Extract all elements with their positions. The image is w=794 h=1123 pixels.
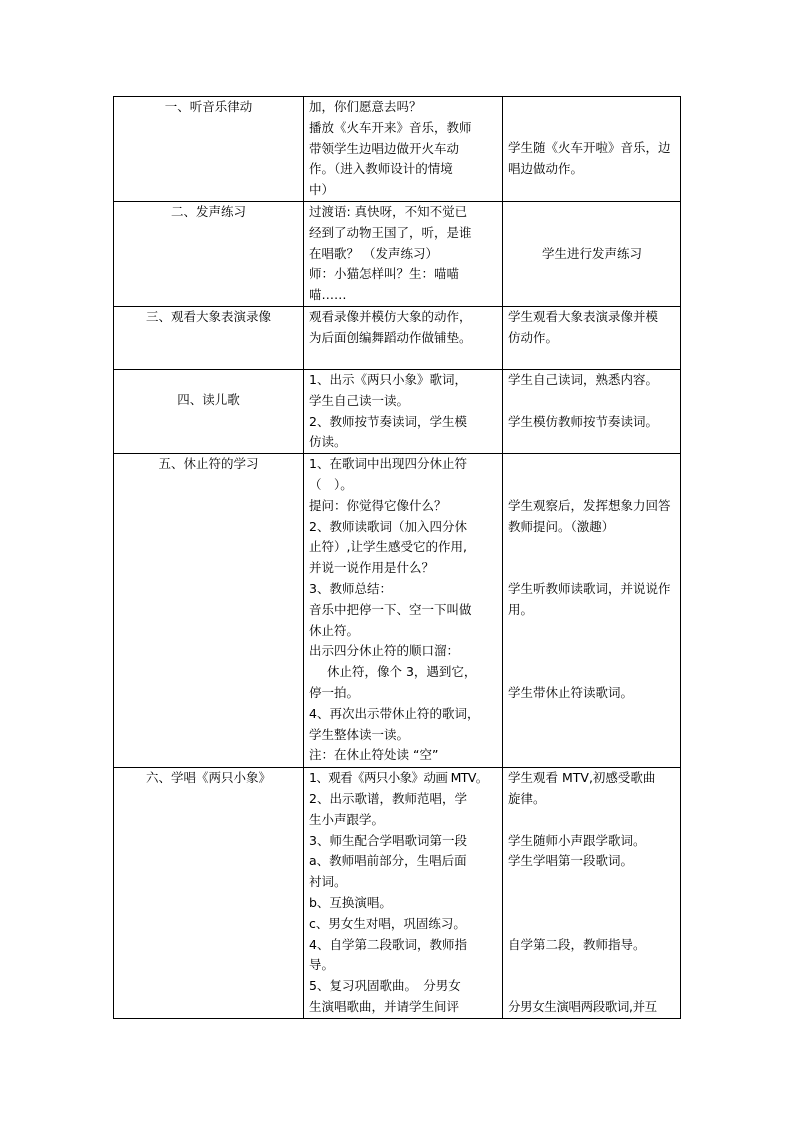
student-line: 学生观看 MTV,初感受歌曲 (508, 770, 656, 786)
teacher-line: 休止符。 (309, 622, 360, 638)
student-line: 仿动作。 (508, 329, 559, 345)
step-cell (114, 97, 304, 202)
table-row (114, 306, 681, 369)
teacher-activity-cell (304, 454, 503, 768)
student-line: 学生进行发声练习 (541, 245, 642, 261)
student-line: 学生带休止符读歌词。 (508, 684, 634, 700)
teacher-line: 2、教师按节奏读词，学生模 (309, 413, 467, 429)
teacher-line: 1、出示《两只小象》歌词， (309, 371, 467, 387)
student-line: 学生观看大象表演录像并模 (508, 308, 659, 324)
lesson-plan-table (113, 96, 681, 1019)
student-activity-cell (503, 768, 681, 1019)
student-line: 学生观察后，发挥想象力回答 (508, 497, 671, 513)
teacher-line: 4、再次出示带休止符的歌词， (309, 705, 480, 721)
teacher-line: 出示四分休止符的顺口溜： (309, 643, 460, 659)
teacher-line: 音乐中把停一下、空一下叫做 (309, 601, 472, 617)
teacher-line: a、教师唱前部分，生唱后面 (309, 853, 467, 869)
teacher-activity-cell (304, 97, 503, 202)
step-label: 四、读儿歌 (177, 391, 240, 407)
table-row (114, 454, 681, 768)
student-line: 学生学唱第一段歌词。 (508, 853, 634, 869)
student-line: 教师提问。（激趣） (508, 518, 615, 534)
teacher-line: 观看录像并模仿大象的动作， (309, 308, 472, 324)
step-label: 三、观看大象表演录像 (145, 308, 271, 324)
student-line: 旋律。 (508, 790, 546, 806)
teacher-line: 4、自学第二段歌词，教师指 (309, 936, 467, 952)
student-line: 用。 (508, 601, 534, 617)
teacher-line: 提问：你觉得它像什么？ (309, 497, 447, 513)
student-line: 学生模仿教师按节奏读词。 (508, 413, 659, 429)
teacher-line: 过渡语: 真快呀，不知不觉已 (309, 204, 468, 219)
teacher-line: 经到了动物王国了，听，是谁 (309, 224, 472, 240)
teacher-line: 5、复习巩固歌曲。 分男女 (309, 978, 461, 994)
table-row (114, 768, 681, 1019)
step-cell (114, 369, 304, 453)
teacher-activity-cell (304, 768, 503, 1019)
teacher-line: 注：在休止符处读 “空” (309, 747, 439, 763)
step-label: 五、休止符的学习 (158, 456, 259, 472)
teacher-line: 并说一说作用是什么？ (309, 560, 435, 576)
teacher-line: 1、在歌词中出现四分休止符 (309, 456, 467, 472)
student-line: 学生随《火车开啦》音乐，边 (508, 139, 671, 155)
teacher-line: 止符）,让学生感受它的作用, (309, 539, 467, 555)
teacher-line: 停一拍。 (309, 684, 360, 700)
teacher-line: 加，你们愿意去吗？ (309, 99, 422, 114)
teacher-line: 衬词。 (309, 874, 347, 890)
teacher-activity-cell (304, 306, 503, 369)
step-label: 二、发声练习 (170, 204, 246, 219)
teacher-line: 带领学生边唱边做开火车动 (309, 140, 460, 156)
teacher-line: 导。 (309, 957, 335, 973)
student-activity-cell (503, 369, 681, 453)
teacher-line: 学生整体读一读。 (309, 726, 410, 742)
student-line: 自学第二段，教师指导。 (508, 936, 646, 952)
step-cell (114, 202, 304, 307)
student-line: 学生随师小声跟学歌词。 (508, 832, 646, 848)
teacher-line: 在唱歌？ （发声练习） (309, 245, 438, 261)
student-line: 分男女生演唱两段歌词,并互 (508, 998, 657, 1014)
student-line: 学生自己读词，熟悉内容。 (508, 371, 659, 387)
student-line: 唱边做动作。 (508, 160, 584, 176)
teacher-line: 3、教师总结： (309, 580, 392, 596)
step-cell (114, 454, 304, 768)
teacher-line: （ ）。 (309, 476, 353, 492)
step-label: 六、学唱《两只小象》 (145, 770, 271, 786)
table-row (114, 97, 681, 202)
step-cell (114, 768, 304, 1019)
teacher-line: 为后面创编舞蹈动作做铺垫。 (309, 329, 472, 345)
student-activity-cell (503, 97, 681, 202)
step-cell (114, 306, 304, 369)
teacher-line: 师：小猫怎样叫？生：喵喵 (309, 266, 460, 282)
teacher-line: c、男女生对唱，巩固练习。 (309, 915, 466, 931)
teacher-line: 中） (309, 182, 335, 198)
student-activity-cell (503, 306, 681, 369)
student-line: 学生听教师读歌词，并说说作 (508, 580, 671, 596)
teacher-activity-cell (304, 202, 503, 307)
teacher-line: 1、观看《两只小象》动画 MTV。 (309, 770, 488, 786)
teacher-line: 仿读。 (309, 434, 347, 450)
teacher-line: 生小声跟学。 (309, 811, 385, 827)
teacher-line: 3、师生配合学唱歌词第一段 (309, 832, 467, 848)
teacher-line: 喵…… (309, 287, 347, 303)
teacher-line: 作。（进入教师设计的情境 (309, 161, 453, 177)
teacher-line: 播放《火车开来》音乐，教师 (309, 119, 472, 135)
teacher-activity-cell (304, 369, 503, 453)
teacher-line: 休止符，像个 3，遇到它， (327, 664, 477, 680)
teacher-line: b、互换演唱。 (309, 894, 392, 910)
step-label: 一、听音乐律动 (164, 99, 253, 114)
table-row (114, 369, 681, 453)
teacher-line: 2、出示歌谱，教师范唱，学 (309, 790, 467, 806)
student-activity-cell (503, 202, 681, 307)
student-activity-cell (503, 454, 681, 768)
teacher-line: 学生自己读一读。 (309, 392, 410, 408)
teacher-line: 生演唱歌曲，并请学生间评 (309, 998, 460, 1014)
table-row (114, 202, 681, 307)
teacher-line: 2、教师读歌词（加入四分休 (309, 518, 467, 534)
